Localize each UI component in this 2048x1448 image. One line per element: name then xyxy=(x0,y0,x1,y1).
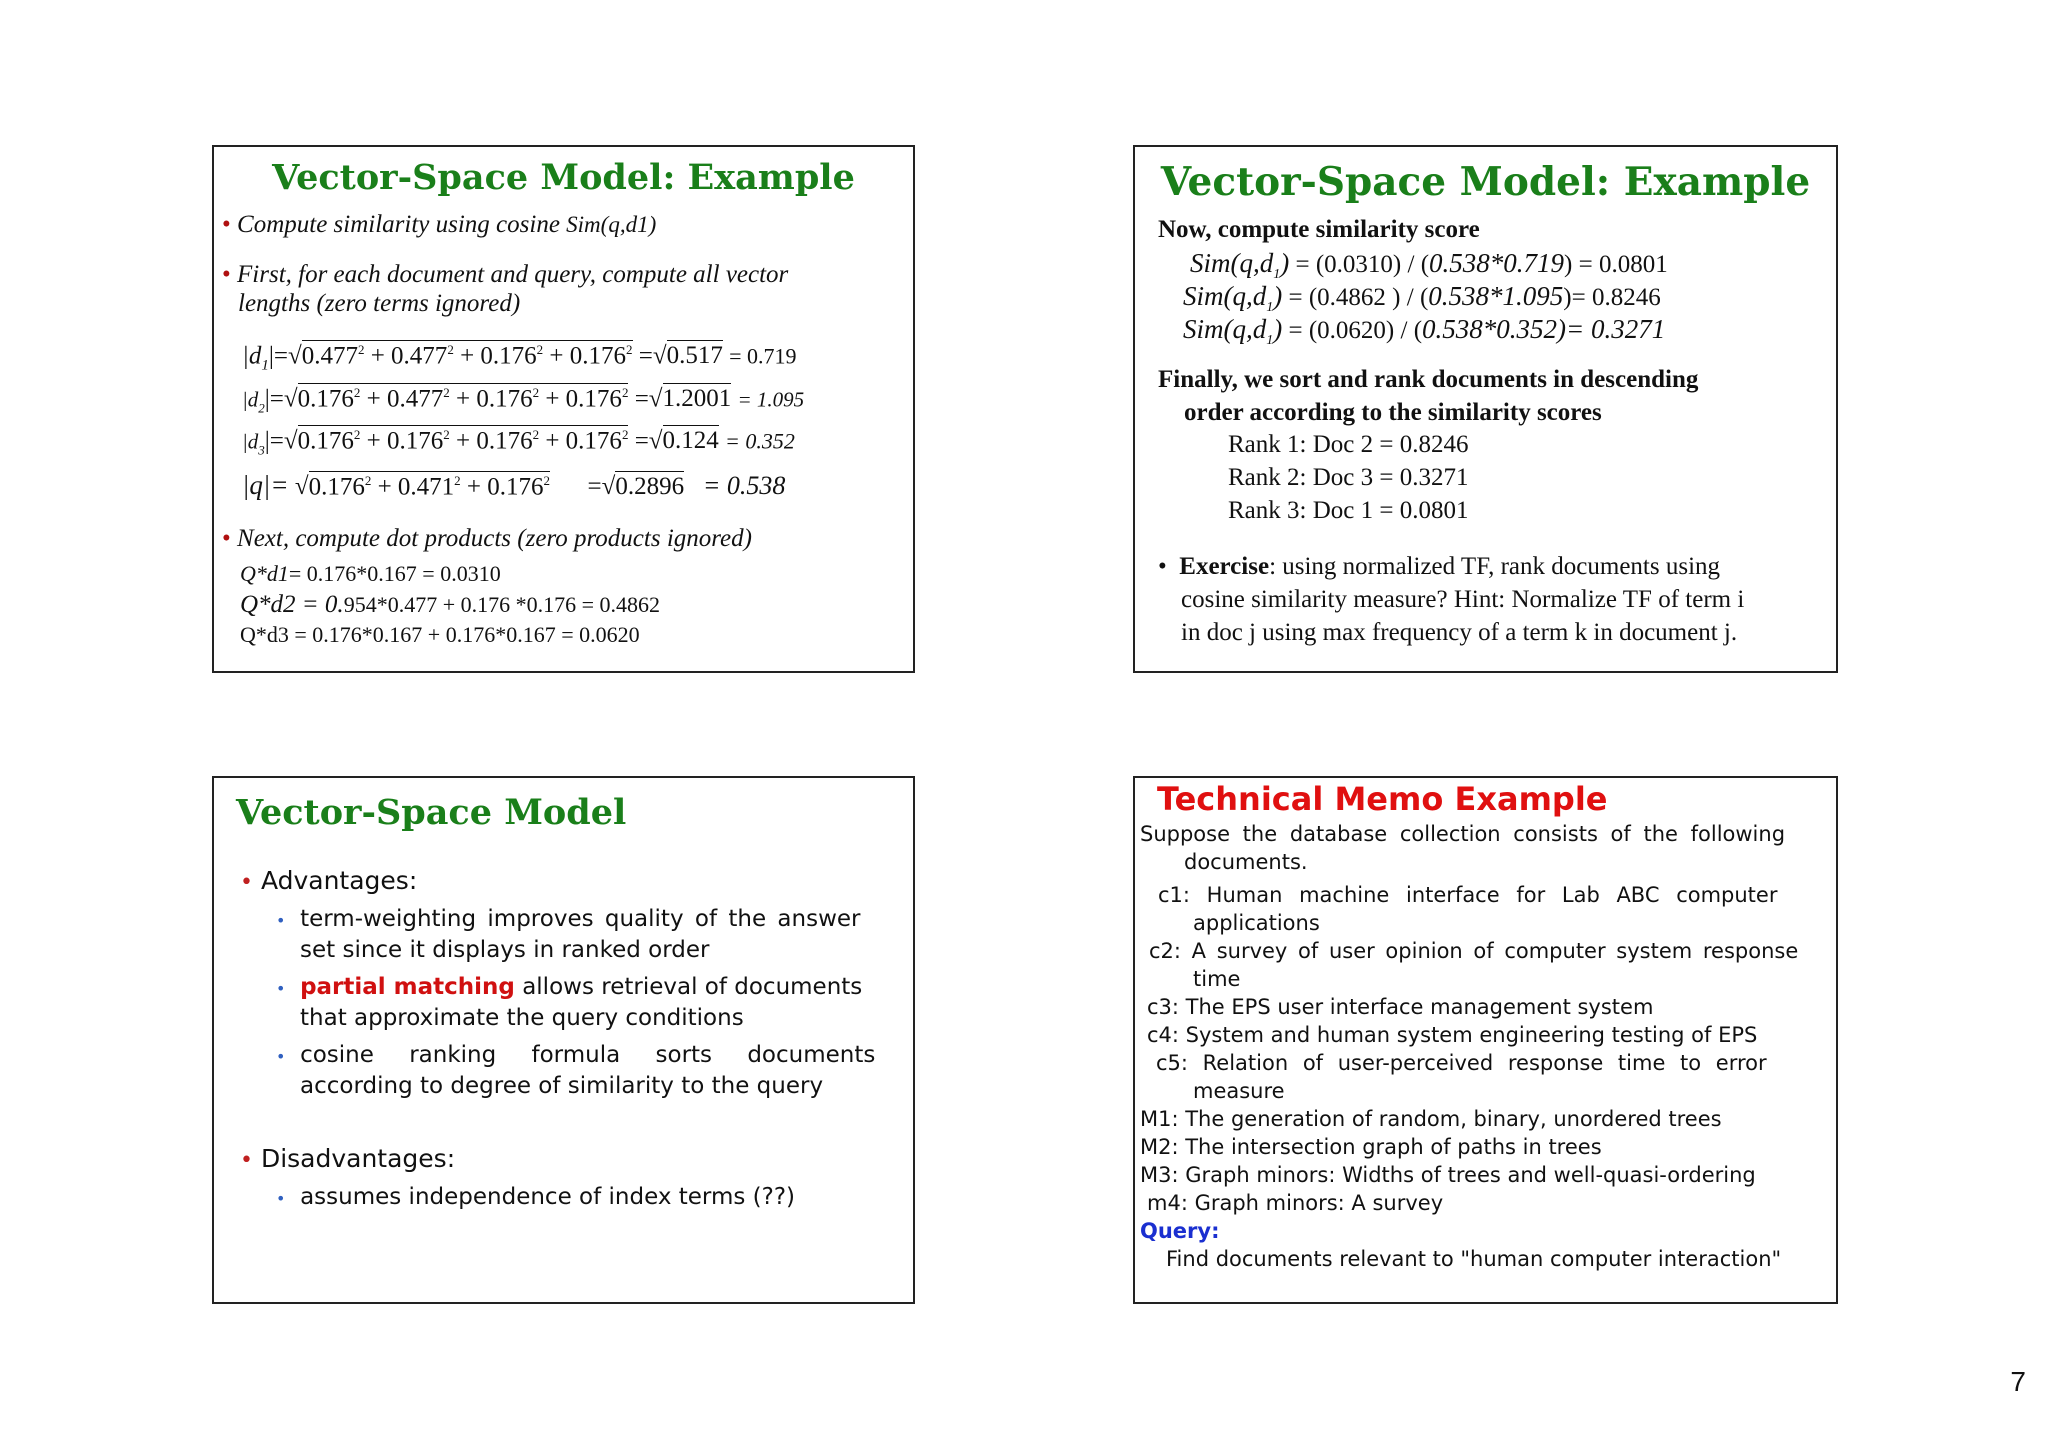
sim-d1: $Sim(q,d_1) = (0.0310) / (0.538*0.719) = 0.0801$ xyxy=(1190,248,1668,282)
advantages-heading: • Advantages: xyxy=(240,866,418,895)
doc-m3: M3: Graph minors: Widths of trees and well-quasi-ordering xyxy=(1140,1163,1756,1187)
advantage-2-cont: that approximate the query conditions xyxy=(300,1005,744,1031)
doc-c2: c2: A survey of user opinion of computer system response xyxy=(1149,939,1799,963)
dot-product-d3: Q*d3 = 0.176*0.167 + 0.176*0.167 = 0.0620 xyxy=(240,622,640,647)
page-number: 7 xyxy=(2010,1366,2026,1397)
bullet-dot-products: • Next, compute dot products (zero products ignored) xyxy=(222,525,752,552)
equation-d1: $|d_1|=√0.477^2 + 0.477^2 + 0.176^2 + 0.176^2 =√0.517 = 0.719$ xyxy=(242,342,797,374)
finally-line2: order according to the similarity scores xyxy=(1184,399,1602,426)
advantage-3-cont: according to degree of similarity to the query xyxy=(300,1073,824,1099)
advantage-1-cont: set since it displays in ranked order xyxy=(300,937,710,963)
query-label: Query: xyxy=(1140,1219,1220,1243)
intro-line2: documents. xyxy=(1184,850,1308,874)
doc-m2: M2: The intersection graph of paths in trees xyxy=(1140,1135,1602,1159)
bullet-dot: • xyxy=(222,211,231,238)
sim-d2: $Sim(q,d_1) = (0.4862$ ) / (0.538*1.095)= 0.8246 xyxy=(1183,281,1661,315)
bullet-vector-lengths-cont: lengths (zero terms ignored) xyxy=(238,290,521,317)
doc-c2-cont: time xyxy=(1193,967,1241,991)
slide-vsm-example-1 xyxy=(212,145,915,673)
advantage-1: • term-weighting improves quality of the answer xyxy=(276,906,861,932)
finally-line1: Finally, we sort and rank documents in descending xyxy=(1158,366,1699,393)
query-text: Find documents relevant to "human computer interaction" xyxy=(1166,1247,1782,1271)
disadvantage-1: • assumes independence of index terms (??) xyxy=(276,1184,796,1210)
doc-c4: c4: System and human system engineering testing of EPS xyxy=(1147,1023,1758,1047)
doc-m4: m4: Graph minors: A survey xyxy=(1147,1191,1444,1215)
rank-1: Rank 1: Doc 2 = 0.8246 xyxy=(1228,431,1469,458)
slide-title: Vector-Space Model xyxy=(236,792,627,833)
bullet-dot: • xyxy=(1158,553,1167,580)
equation-q: $|q|= √0.176^2 + 0.471^2 + 0.176^2$ =√0.2896 = 0.538 xyxy=(242,470,786,500)
slide-title: Vector-Space Model: Example xyxy=(272,157,855,198)
advantage-3: • cosine ranking formula sorts documents xyxy=(276,1042,876,1068)
slide-vsm-example-2 xyxy=(1133,145,1838,673)
slide-title: Vector-Space Model: Example xyxy=(1160,159,1811,205)
doc-c5-cont: measure xyxy=(1193,1079,1285,1103)
exercise-line1: • Exercise: using normalized TF, rank documents using xyxy=(1158,553,1721,580)
now-heading: Now, compute similarity score xyxy=(1158,216,1480,243)
dot-product-d1: Q*d1= 0.176*0.167 = 0.0310 xyxy=(240,561,501,586)
slide-title: Technical Memo Example xyxy=(1157,780,1608,818)
exercise-line3: in doc j using max frequency of a term k in document j. xyxy=(1181,619,1738,646)
rank-3: Rank 3: Doc 1 = 0.0801 xyxy=(1228,497,1469,524)
bullet-cosine: • Compute similarity using cosine Sim(q,d1) xyxy=(222,211,657,238)
dot-product-d2: Q*d2 = 0.954*0.477 + 0.176 *0.176 = 0.4862 xyxy=(240,591,661,618)
bullet-vector-lengths: • First, for each document and query, compute all vector xyxy=(222,261,789,288)
sim-d3: $Sim(q,d_1) = (0.0620) / (0.538*0.352)= 0.3271$ xyxy=(1183,314,1666,348)
doc-c1-cont: applications xyxy=(1193,911,1320,935)
slide-technical-memo xyxy=(1133,776,1838,1304)
equation-d2: $|d_2|=√0.176^2 + 0.477^2 + 0.176^2 + 0.176^2 =√1.2001 = 1.095$ xyxy=(242,385,805,416)
exercise-line2: cosine similarity measure? Hint: Normalize TF of term i xyxy=(1181,586,1745,613)
advantage-2: • partial matching allows retrieval of documents xyxy=(276,974,863,1000)
disadvantages-heading: • Disadvantages: xyxy=(240,1144,456,1173)
doc-c3: c3: The EPS user interface management system xyxy=(1147,995,1654,1019)
rank-2: Rank 2: Doc 3 = 0.3271 xyxy=(1228,464,1469,491)
slide-vsm-pros-cons xyxy=(212,776,915,1304)
equation-d3: $|d_3|=√0.176^2 + 0.176^2 + 0.176^2 + 0.176^2 =√0.124 = 0.352$ xyxy=(242,427,795,458)
doc-m1: M1: The generation of random, binary, unordered trees xyxy=(1140,1107,1722,1131)
doc-c5: c5: Relation of user-perceived response time to error xyxy=(1156,1051,1767,1075)
intro-line1: Suppose the database collection consists of the following xyxy=(1140,822,1786,846)
doc-c1: c1: Human machine interface for Lab ABC computer xyxy=(1158,883,1778,907)
